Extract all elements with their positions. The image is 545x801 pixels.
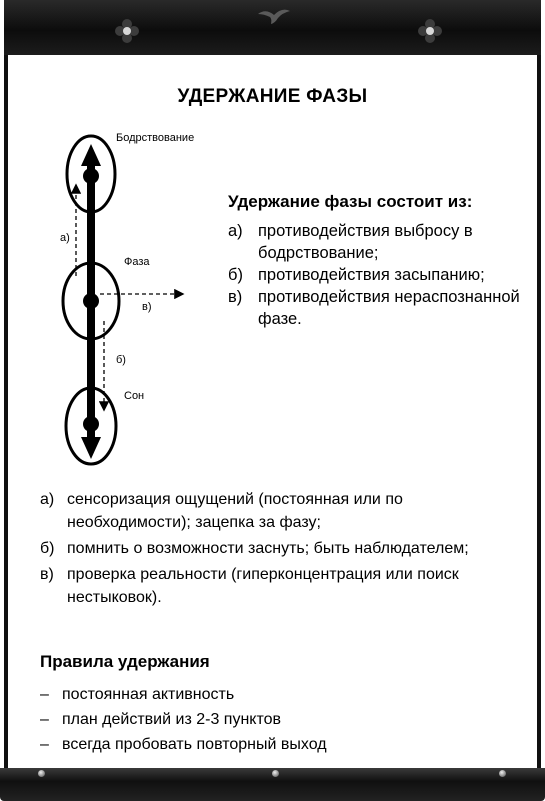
label-sleep: Сон — [124, 390, 145, 402]
label-b: б) — [116, 354, 126, 366]
item-text: постоянная активность — [62, 686, 235, 703]
item-text: сенсоризация ощущений (постоянная или по необходимости); зацепка за фазу; — [67, 491, 403, 531]
item-text: противодействия выбросу в бодрствование; — [258, 222, 473, 262]
flower-ornament-icon — [417, 18, 443, 44]
item-text: проверка реальности (гиперконцентрация или поиск нестыковок). — [67, 566, 459, 606]
item-marker: – — [40, 686, 49, 703]
list-item — [40, 563, 530, 609]
item-marker: а) — [40, 491, 55, 508]
list-item — [228, 220, 528, 264]
rules-list — [40, 682, 520, 757]
label-v: в) — [142, 301, 152, 313]
item-text: помнить о возможности заснуть; быть наблюдателем; — [67, 540, 469, 557]
bottom-binder-bar — [0, 768, 545, 801]
rivet-icon — [499, 770, 506, 777]
flower-ornament-icon — [114, 18, 140, 44]
list-item — [40, 732, 520, 757]
rivet-icon — [272, 770, 279, 777]
phase-diagram-graphic — [40, 126, 220, 476]
up-arrowhead — [81, 144, 101, 166]
phase-diagram — [40, 126, 220, 476]
composition-block — [228, 192, 528, 330]
list-item — [40, 707, 520, 732]
item-text: противодействия нераспознанной фазе. — [258, 288, 520, 328]
item-text: всегда пробовать повторный выход — [62, 736, 327, 753]
top-binder-bar — [4, 0, 541, 57]
rules-heading: Правила удержания — [40, 652, 210, 671]
item-marker: в) — [228, 288, 243, 306]
bird-icon — [257, 6, 291, 26]
composition-heading: Удержание фазы состоит из: — [228, 192, 473, 211]
label-a: а) — [60, 232, 70, 244]
item-marker: а) — [228, 222, 243, 240]
rivet-icon — [38, 770, 45, 777]
down-arrowhead — [81, 437, 101, 459]
list-item — [40, 537, 530, 560]
item-marker: – — [40, 736, 49, 753]
list-item — [40, 682, 520, 707]
page-title: УДЕРЖАНИЕ ФАЗЫ — [177, 86, 368, 107]
item-text: план действий из 2-3 пунктов — [62, 711, 282, 728]
item-marker: б) — [228, 266, 243, 284]
label-wake: Бодрствование — [116, 132, 195, 144]
item-marker: в) — [40, 566, 54, 583]
list-item — [228, 286, 528, 330]
label-phase: Фаза — [124, 256, 150, 268]
methods-list — [40, 488, 530, 612]
list-item — [228, 264, 528, 286]
item-marker: – — [40, 711, 49, 728]
item-marker: б) — [40, 540, 55, 557]
list-item — [40, 488, 530, 534]
item-text: противодействия засыпанию; — [258, 266, 485, 284]
